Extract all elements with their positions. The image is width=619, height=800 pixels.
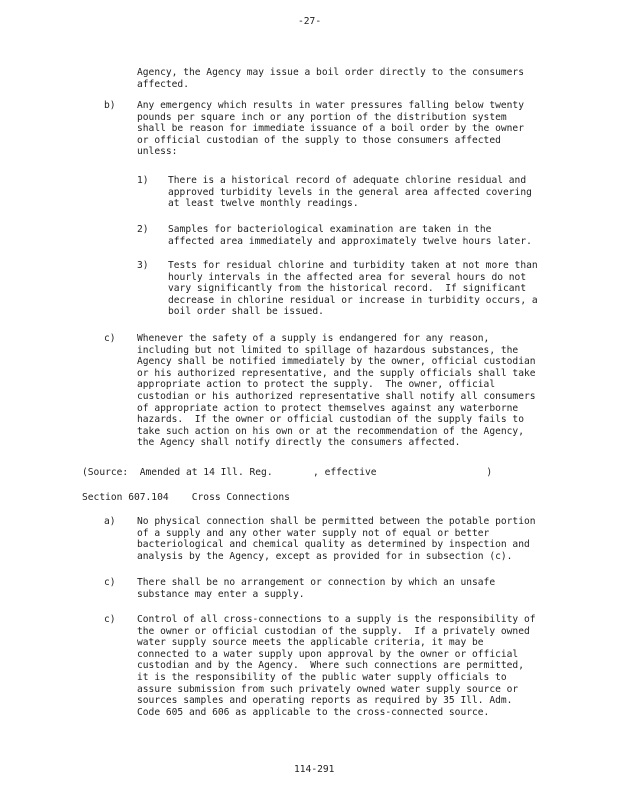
text-line: assure submission from such privately owned water supply source or bbox=[137, 683, 519, 695]
text-line: or his authorized representative, and the supply officials shall take bbox=[137, 367, 536, 379]
section-heading: Section 607.104 Cross Connections bbox=[82, 492, 290, 503]
text-line: connected to a water supply upon approval by the owner or official bbox=[137, 648, 519, 660]
text-line: custodian or his authorized representative shall notify all consumers bbox=[137, 390, 536, 402]
text-line: it is the responsibility of the public water supply officials to bbox=[137, 671, 507, 683]
text-line: Agency shall be notified immediately by the owner, official custodian bbox=[137, 356, 536, 368]
text-line: affected area immediately and approximately twelve hours later. bbox=[168, 235, 532, 247]
text-line: unless: bbox=[137, 146, 178, 158]
subitem-1-marker: 1) bbox=[137, 175, 149, 186]
subitem-2-marker: 2) bbox=[137, 224, 149, 235]
text-line: sources samples and operating reports as required by 35 Ill. Adm. bbox=[137, 695, 513, 707]
section-item-a-paragraph bbox=[137, 516, 536, 562]
text-line: substance may enter a supply. bbox=[137, 588, 305, 600]
source-note: (Source: Amended at 14 Ill. Reg. , effective ) bbox=[82, 467, 493, 478]
page-number-footer: 114-291 bbox=[294, 764, 335, 775]
item-b-paragraph bbox=[137, 100, 524, 158]
section-item-b-paragraph bbox=[137, 577, 495, 600]
text-line: or official custodian of the supply to those consumers affected bbox=[137, 134, 501, 146]
text-line: There is a historical record of adequate chlorine residual and bbox=[168, 175, 527, 186]
text-line: at least twelve monthly readings. bbox=[168, 198, 359, 210]
section-item-b-marker: c) bbox=[104, 577, 116, 588]
text-line: the owner or official custodian of the supply. If a privately owned bbox=[137, 625, 530, 637]
text-line: Any emergency which results in water pressures falling below twenty bbox=[137, 100, 524, 111]
text-line: of appropriate action to protect themselves against any waterborne bbox=[137, 402, 519, 414]
continuation-paragraph bbox=[137, 67, 524, 90]
text-line: water supply source meets the applicable criteria, it may be bbox=[137, 637, 484, 649]
text-line: the Agency shall notify directly the consumers affected. bbox=[137, 437, 461, 449]
text-line: of a supply and any other water supply not of equal or better bbox=[137, 527, 490, 539]
text-line: custodian and by the Agency. Where such connections are permitted, bbox=[137, 660, 524, 672]
text-line: appropriate action to protect the supply. The owner, official bbox=[137, 379, 496, 391]
text-line: take such action on his own or at the recommendation of the Agency, bbox=[137, 425, 524, 437]
item-b-marker: b) bbox=[104, 100, 116, 111]
section-item-c-paragraph bbox=[137, 614, 536, 718]
subitem-3-marker: 3) bbox=[137, 260, 149, 271]
text-line: Control of all cross-connections to a supply is the responsibility of bbox=[137, 614, 536, 625]
subitem-2-paragraph bbox=[168, 224, 532, 247]
text-line: approved turbidity levels in the general area affected covering bbox=[168, 186, 532, 198]
subitem-1-paragraph bbox=[168, 175, 532, 210]
text-line: shall be reason for immediate issuance of a boil order by the owner bbox=[137, 123, 524, 135]
item-c-marker: c) bbox=[104, 333, 116, 344]
text-line: hourly intervals in the affected area for several hours do not bbox=[168, 271, 527, 283]
text-line: Agency, the Agency may issue a boil order directly to the consumers bbox=[137, 67, 524, 78]
text-line: Samples for bacteriological examination are taken in the bbox=[168, 224, 492, 235]
text-line: No physical connection shall be permitted between the potable portion bbox=[137, 516, 536, 527]
text-line: vary significantly from the historical record. If significant bbox=[168, 283, 527, 295]
text-line: analysis by the Agency, except as provided for in subsection (c). bbox=[137, 550, 513, 562]
section-item-a-marker: a) bbox=[104, 516, 116, 527]
text-line: There shall be no arrangement or connection by which an unsafe bbox=[137, 577, 496, 588]
text-line: decrease in chlorine residual or increase in turbidity occurs, a bbox=[168, 294, 538, 306]
text-line: Whenever the safety of a supply is endangered for any reason, bbox=[137, 333, 490, 344]
subitem-3-paragraph bbox=[168, 260, 538, 318]
text-line: pounds per square inch or any portion of the distribution system bbox=[137, 111, 507, 123]
text-line: boil order shall be issued. bbox=[168, 306, 324, 318]
text-line: affected. bbox=[137, 78, 189, 90]
text-line: Tests for residual chlorine and turbidity taken at not more than bbox=[168, 260, 538, 271]
text-line: including but not limited to spillage of hazardous substances, the bbox=[137, 344, 519, 356]
text-line: bacteriological and chemical quality as determined by inspection and bbox=[137, 539, 530, 551]
section-item-c-marker: c) bbox=[104, 614, 116, 625]
text-line: Code 605 and 606 as applicable to the cross-connected source. bbox=[137, 706, 490, 718]
text-line: hazards. If the owner or official custodian of the supply fails to bbox=[137, 414, 524, 426]
item-c-paragraph bbox=[137, 333, 536, 449]
page-number-header: -27- bbox=[298, 16, 322, 27]
